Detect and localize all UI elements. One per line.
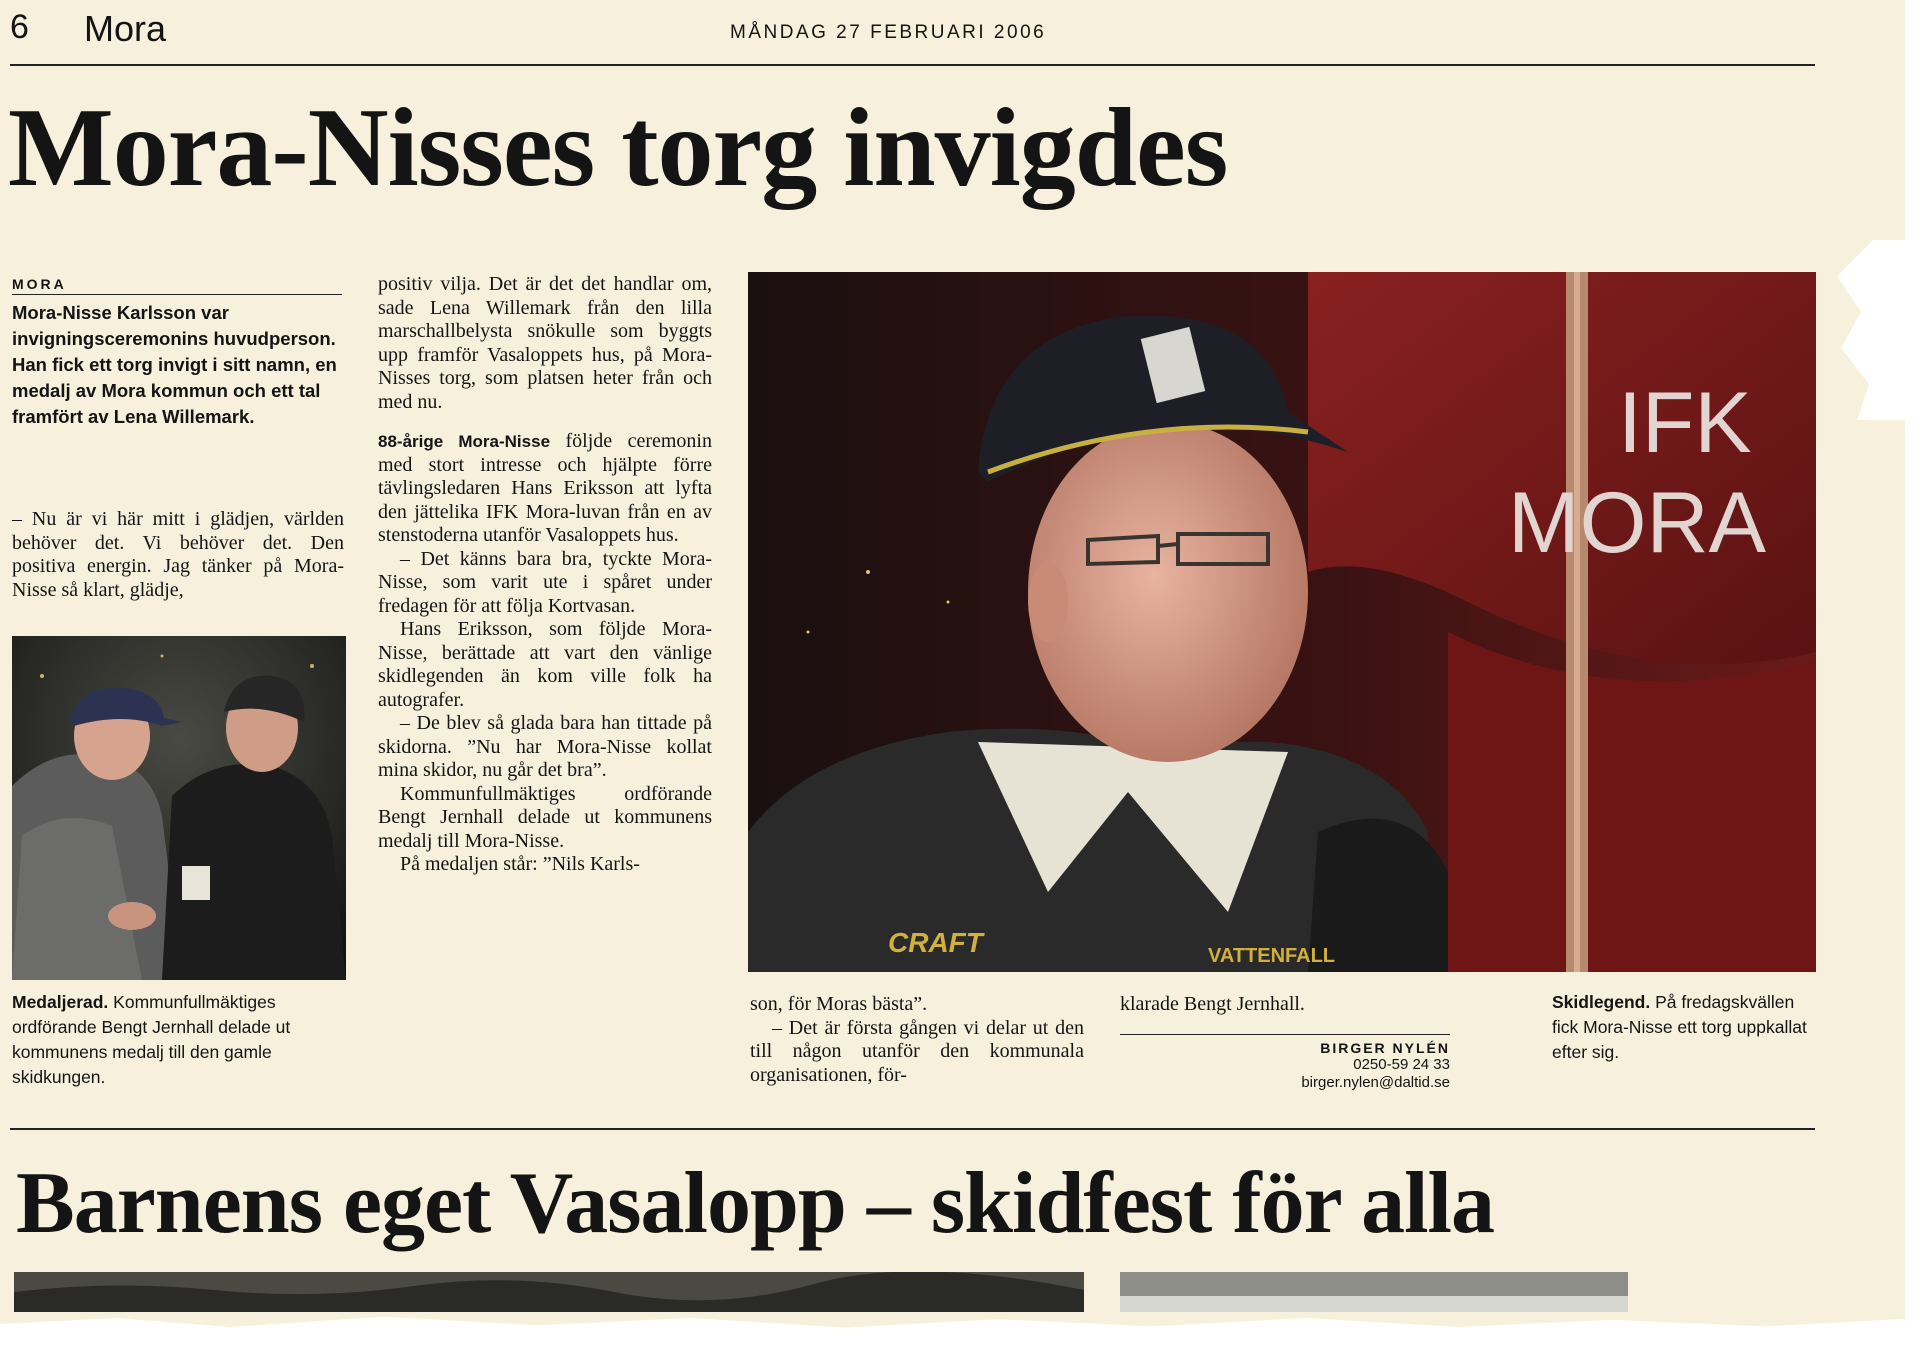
- column-4-body: [1120, 993, 1454, 1017]
- paragraph: Kommunfullmäktiges ordförande Bengt Jernhall delade ut kommunens medalj till Mora-Nisse.: [378, 782, 712, 852]
- paragraph-text: följde ceremonin med stort intresse och hjälpte förre tävlingsledaren Hans Eriksson att lyfta den jättelika IFK Mora-luvan från en av stenstoderna utanför Vasaloppets hus.: [378, 430, 712, 546]
- torn-edge-right: [1825, 240, 1905, 420]
- article-headline: Mora-Nisses torg invigdes: [8, 86, 1228, 210]
- jacket-logo-vattenfall: VATTENFALL: [1208, 945, 1336, 967]
- main-photo-caption: [1552, 990, 1814, 1065]
- second-article-photo-left: [14, 1272, 1084, 1312]
- banner-text-ifk: IFK: [1618, 375, 1752, 471]
- caption-lead: Skidlegend.: [1552, 992, 1651, 1012]
- main-photo: [748, 272, 1816, 972]
- caption-text: Kommunfullmäktiges ordförande Bengt Jernhall delade ut kommunens medalj till den gamle skidkungen.: [12, 992, 291, 1087]
- small-photo-caption: [12, 990, 346, 1090]
- caption-text: På fredagskvällen fick Mora-Nisse ett torg uppkallat efter sig.: [1552, 992, 1807, 1062]
- byline-email: birger.nylen@daltid.se: [1301, 1074, 1450, 1091]
- page-number: 6: [10, 8, 29, 46]
- article-lead: Mora-Nisse Karlsson var invigningsceremonins huvudperson. Han fick ett torg invigt i sitt namn, en medalj av Mora kommun och ett tal framfört av Lena Willemark.: [12, 302, 337, 427]
- banner-text-mora: MORA: [1508, 475, 1766, 571]
- second-article-headline: Barnens eget Vasalopp – skidfest för alla: [16, 1155, 1494, 1252]
- article-kicker: MORA: [12, 276, 67, 292]
- byline-name: BIRGER NYLÉN: [1320, 1040, 1450, 1056]
- paragraph: – Det är första gången vi delar ut den till någon utanför den kommunala organisationen, för-: [750, 1016, 1084, 1086]
- second-article-photo-right: [1120, 1272, 1628, 1312]
- byline-rule: [1120, 1034, 1450, 1035]
- paragraph-lead: 88-årige Mora-Nisse: [378, 432, 551, 451]
- section-name: Mora: [84, 8, 167, 49]
- page-header: [10, 8, 1815, 66]
- paragraph: – De blev så glada bara han tittade på skidorna. ”Nu har Mora-Nisse kollat mina skidor, nu går det bra”.: [378, 712, 712, 781]
- paragraph: – Det känns bara bra, tyckte Mora-Nisse, som varit ute i spåret under fredagen för att följa Kortvasan.: [378, 547, 712, 617]
- paragraph: klarade Bengt Jernhall.: [1120, 993, 1305, 1015]
- header-rule: [10, 64, 1815, 66]
- caption-lead: Medaljerad.: [12, 992, 109, 1012]
- jacket-logo-craft: CRAFT: [888, 927, 983, 958]
- small-photo: [12, 636, 346, 980]
- byline: [1120, 1040, 1450, 1092]
- paragraph: son, för Moras bästa”.: [750, 993, 928, 1015]
- column-1-body: [12, 508, 344, 602]
- article-divider: [10, 1128, 1815, 1130]
- paragraph: [378, 430, 712, 548]
- issue-date: MÅNDAG 27 FEBRUARI 2006: [730, 22, 1047, 43]
- byline-phone: 0250-59 24 33: [1353, 1056, 1450, 1073]
- paragraph: positiv vilja. Det är det det handlar om, sade Lena Willemark från den lilla marschallbelysta snökulle som byggts upp framför Vasaloppets hus, på Mora-Nisses torg, som platsen heter från och med nu.: [378, 273, 712, 413]
- paragraph: På medaljen står: ”Nils Karls-: [400, 853, 640, 875]
- column-3-body: [750, 993, 1084, 1087]
- mora-nisse-portrait: [748, 272, 1816, 972]
- paragraph: Hans Eriksson, som följde Mora-Nisse, berättade att vart den vänlige skidlegenden än kom ville folk ha autografer.: [378, 618, 712, 711]
- medal-ceremony-photo: [12, 636, 346, 980]
- column-2-body: [378, 273, 712, 877]
- kicker-rule: [12, 294, 342, 295]
- paragraph: – Nu är vi här mitt i glädjen, världen behöver det. Vi behöver det. Den positiva energin. Jag tänker på Mora-Nisse så klart, glädje,: [12, 508, 344, 601]
